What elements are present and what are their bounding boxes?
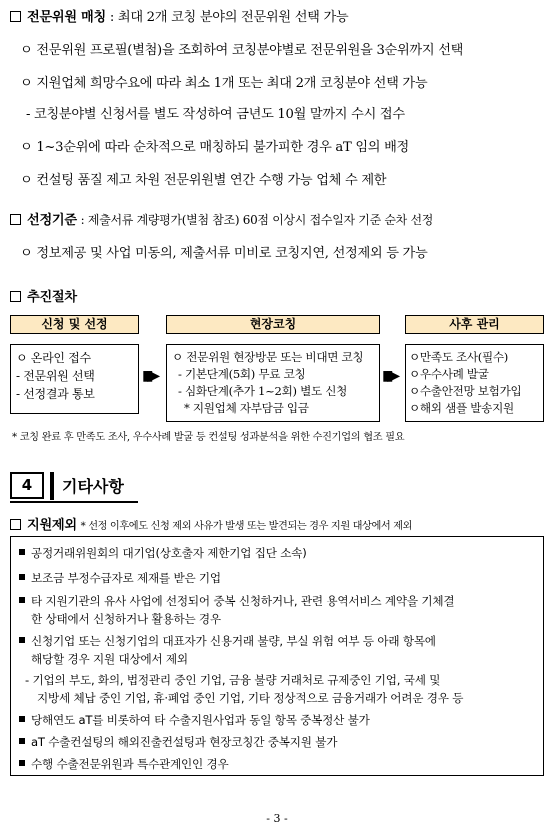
- stage-line: ㅇ 전문위원 현장방문 또는 비대면 코칭: [172, 350, 364, 364]
- stage-header-aftercare: 사후 관리: [405, 315, 544, 334]
- bullet-square-icon: [19, 738, 25, 744]
- stage-box-coaching: [166, 344, 380, 422]
- stage-box-aftercare: [405, 344, 544, 422]
- stage-line: ㅇ우수사례 발굴: [409, 367, 489, 381]
- criteria-item: 신청기업 또는 신청기업의 대표자가 신용거래 불량, 부실 위험 여부 등 아래 항목에: [31, 633, 436, 649]
- stage-line: - 선정결과 통보: [16, 387, 95, 401]
- exclusion-note: * 선정 이후에도 신청 제외 사유가 발생 또는 발견되는 경우 지원 대상에서 제외: [80, 521, 413, 532]
- arrow-right-icon: ▮▮▶: [382, 368, 397, 384]
- section-underline: [10, 501, 138, 503]
- checkbox-square-icon: [10, 291, 21, 302]
- stage-header-apply: 신청 및 선정: [10, 315, 139, 334]
- page-number: - 3 -: [266, 812, 288, 825]
- criteria-item-cont: 한 상태에서 신청하거나 활용하는 경우: [31, 612, 221, 626]
- criteria-subitem: - 기업의 부도, 화의, 법정관리 중인 기업, 금융 불량 거래처로 규제중인 기업, 국세 및: [25, 673, 441, 687]
- stage-line: ㅇ 온라인 접수: [16, 351, 91, 365]
- selection-title: 선정기준: [27, 213, 77, 228]
- stage-box-apply: [10, 344, 139, 414]
- bullet-square-icon: [19, 760, 25, 766]
- selection-item: ㅇ 정보제공 및 사업 미동의, 제출서류 미비로 코칭지연, 선정제외 등 가능: [20, 246, 428, 261]
- matching-heading: [10, 6, 348, 25]
- bullet-square-icon: [19, 716, 25, 722]
- section-number: 4: [21, 476, 33, 494]
- stage-line: - 심화단계(추가 1~2회) 별도 신청: [178, 384, 348, 398]
- bullet-square-icon: [19, 574, 25, 580]
- matching-desc: : 최대 2개 코칭 분야의 전문위원 선택 가능: [109, 10, 349, 25]
- checkbox-square-icon: [10, 214, 21, 225]
- selection-desc: : 제출서류 계량평가(별첨 참조) 60점 이상시 접수일자 기준 순차 선정: [80, 213, 434, 227]
- selection-heading: [10, 209, 433, 228]
- criteria-item: 수행 수출전문위원과 특수관계인인 경우: [31, 756, 228, 772]
- matching-item: ㅇ 1~3순위에 따라 순차적으로 매칭하되 불가피한 경우 aT 임의 배정: [20, 140, 409, 155]
- criteria-subitem-cont: 지방세 체납 중인 기업, 휴·폐업 중인 기업, 기타 정상적으로 금융거래가 어려운 경우 등: [37, 691, 464, 705]
- stage-line: ㅇ만족도 조사(필수): [409, 350, 509, 364]
- criteria-item: 타 지원기관의 유사 사업에 선정되어 중복 신청하거나, 관련 용역서비스 계약을 기체결: [31, 593, 454, 609]
- stage-line: - 기본단계(5회) 무료 코칭: [178, 367, 306, 381]
- matching-item: - 코칭분야별 신청서를 별도 작성하여 금년도 10월 말까지 수시 접수: [26, 107, 405, 122]
- procedure-note: * 코칭 완료 후 만족도 조사, 우수사례 발굴 등 컨설팅 성과분석을 위한 수진기업의 협조 필요: [12, 432, 405, 443]
- matching-item: ㅇ 전문위원 프로필(별첨)을 조회하여 코칭분야별로 전문위원을 3순위까지 선택: [20, 43, 464, 58]
- criteria-item: 당해연도 aT를 비롯하여 타 수출지원사업과 동일 항목 중복정산 불가: [31, 712, 370, 728]
- arrow-right-icon: ▮▮▶: [142, 368, 157, 384]
- stage-header-coaching: 현장코칭: [166, 315, 380, 334]
- exclusion-heading: [10, 514, 412, 533]
- stage-line: ㅇ수출안전망 보험가입: [409, 384, 522, 398]
- matching-item: ㅇ 지원업체 희망수요에 따라 최소 1개 또는 최대 2개 코칭분야 선택 가능: [20, 76, 428, 91]
- checkbox-square-icon: [10, 519, 21, 530]
- stage-line: ㅇ해외 샘플 발송지원: [409, 401, 514, 415]
- procedure-heading: [10, 286, 77, 305]
- procedure-title: 추진절차: [27, 290, 77, 305]
- checkbox-square-icon: [10, 11, 21, 22]
- matching-title: 전문위원 매칭: [27, 10, 106, 25]
- bullet-square-icon: [19, 549, 25, 555]
- criteria-item: 공정거래위원회의 대기업(상호출자 제한기업 집단 소속): [31, 545, 307, 561]
- section-number-box: [10, 472, 44, 499]
- stage-line: - 전문위원 선택: [16, 369, 95, 383]
- exclusion-criteria-box: [10, 536, 544, 776]
- stage-line: * 지원업체 자부담금 입금: [184, 401, 309, 415]
- section-title: 기타사항: [62, 477, 124, 496]
- bullet-square-icon: [19, 597, 25, 603]
- section-title-bar: [50, 472, 54, 500]
- criteria-item: aT 수출컨설팅의 해외진출컨설팅과 현장코칭간 중복지원 불가: [31, 734, 337, 750]
- criteria-item-cont: 해당할 경우 지원 대상에서 제외: [31, 652, 188, 666]
- bullet-square-icon: [19, 637, 25, 643]
- matching-item: ㅇ 컨설팅 품질 제고 차원 전문위원별 연간 수행 가능 업체 수 제한: [20, 173, 387, 188]
- criteria-item: 보조금 부정수급자로 제재를 받은 기업: [31, 570, 221, 586]
- exclusion-title: 지원제외: [27, 518, 77, 533]
